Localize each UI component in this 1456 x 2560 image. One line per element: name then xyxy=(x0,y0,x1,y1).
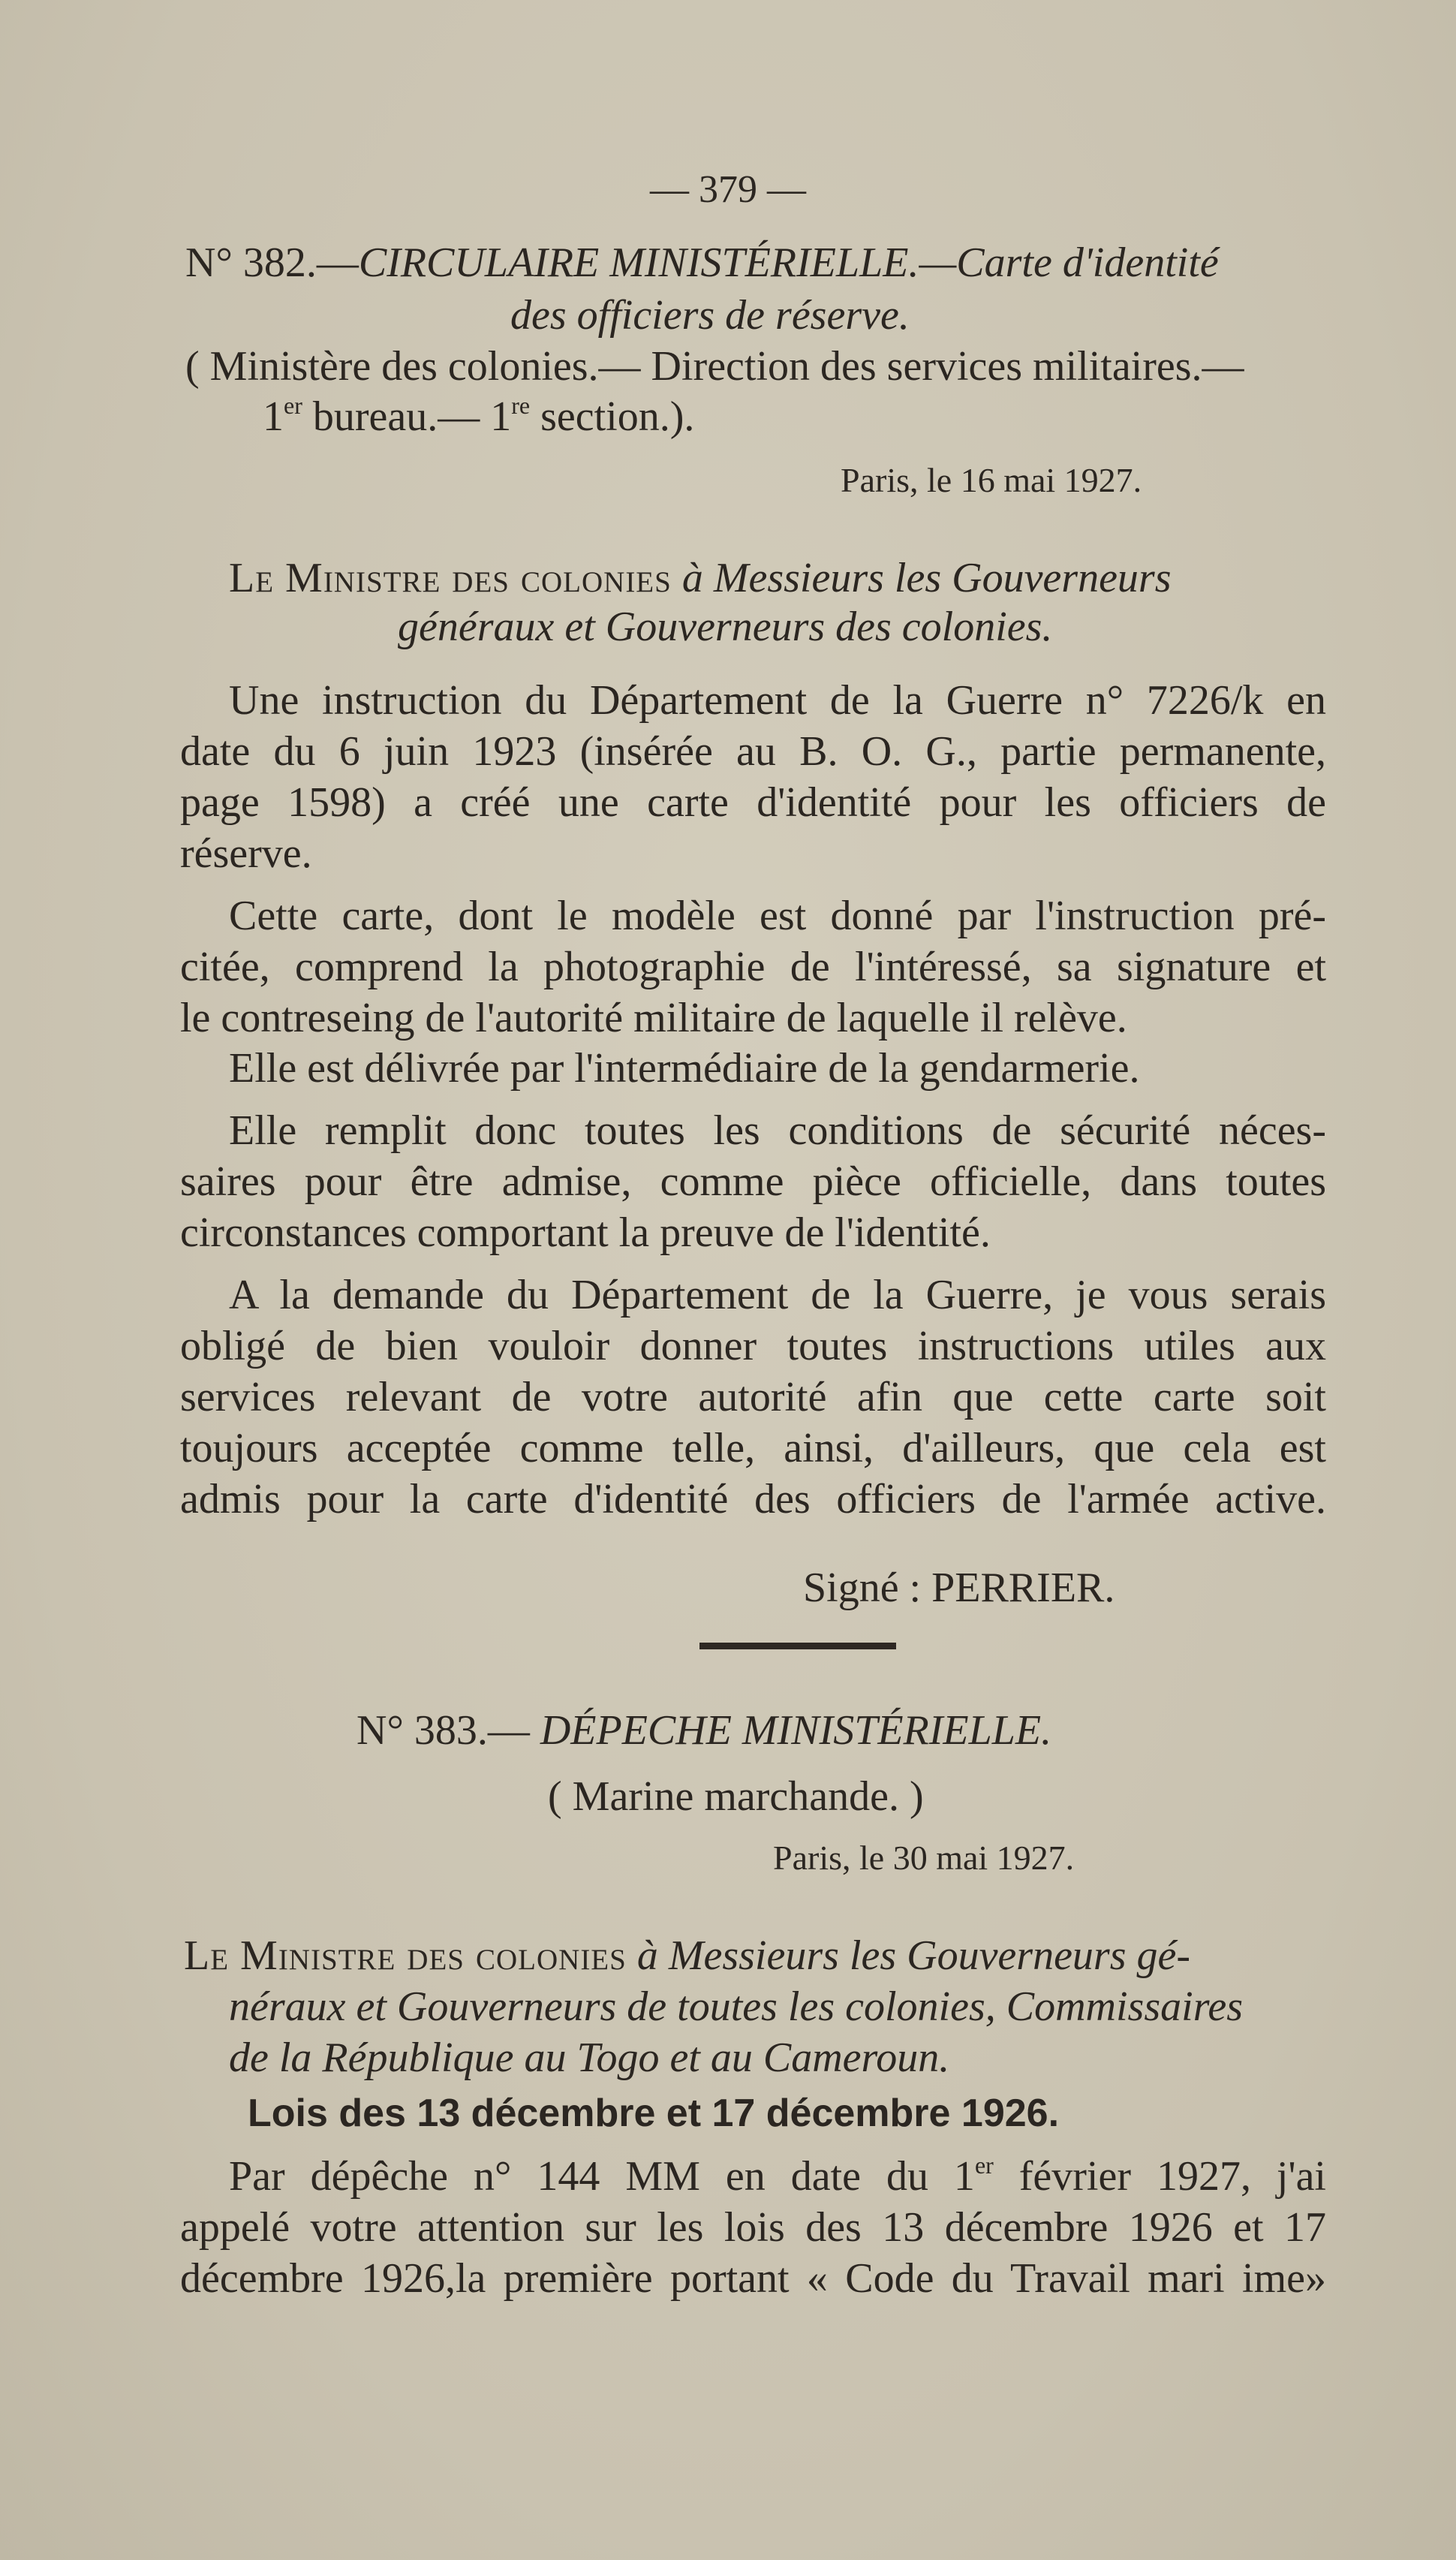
circular-date: Paris, le 16 mai 1927. xyxy=(841,461,1142,499)
circular-title: CIRCULAIRE MINISTÉRIELLE.— xyxy=(358,239,957,286)
ministry-line-1: ( Ministère des colonies.— Direction des services militaires.— xyxy=(185,343,1244,390)
dispatch-addressee-minister: Le Ministre des colonies xyxy=(184,1932,627,1979)
circular-subject: Carte d'identité xyxy=(956,239,1219,286)
dispatch-addressee-3: de la République au Togo et au Cameroun. xyxy=(229,2034,950,2081)
circular-addressee-2: généraux et Gouverneurs des colonies. xyxy=(398,604,1053,650)
paragraph-4-line-1: Elle remplit donc toutes les conditions de sécurité néces- xyxy=(229,1107,1326,1154)
circular-subject-continued: des officiers de réserve. xyxy=(510,292,910,339)
dispatch-para-sup: er xyxy=(974,2152,994,2179)
paragraph-2-line-3: le contreseing de l'autorité militaire de laquelle il relève. xyxy=(180,995,1127,1041)
circular-addressee-1 xyxy=(229,552,1172,604)
paragraph-5-line-1: A la demande du Département de la Guerre, je vous serais xyxy=(229,1272,1326,1318)
dispatch-number: N° 383.— xyxy=(356,1707,530,1754)
ministry-bureau-num: 1 xyxy=(263,393,284,440)
dispatch-addressee-recipients: à Messieurs les Gouverneurs gé- xyxy=(626,1932,1191,1979)
dispatch-para-line-1 xyxy=(229,2150,1326,2203)
paragraph-5-line-4: toujours acceptée comme telle, ainsi, d'ailleurs, que cela est xyxy=(180,1425,1326,1471)
ministry-section-text: bureau.— 1 xyxy=(302,393,512,440)
paragraph-1-line-2: date du 6 juin 1923 (insérée au B. O. G., partie permanente, xyxy=(180,728,1326,775)
dispatch-para-text-b: février 1927, j'ai xyxy=(993,2153,1326,2200)
ministry-section-end: section.). xyxy=(530,393,695,440)
circular-heading xyxy=(185,236,1219,289)
section-divider xyxy=(699,1643,896,1649)
dispatch-para-line-3: décembre 1926,la première portant « Code du Travail mari ime» xyxy=(180,2255,1326,2302)
ministry-line-2 xyxy=(263,390,694,443)
dispatch-subheading: ( Marine marchande. ) xyxy=(548,1773,924,1820)
laws-title: Lois des 13 décembre et 17 décembre 1926. xyxy=(248,2092,1060,2135)
dispatch-para-text-a: Par dépêche n° 144 MM en date du 1 xyxy=(229,2153,975,2200)
paragraph-5-line-5: admis pour la carte d'identité des officiers de l'armée active. xyxy=(180,1476,1326,1522)
paragraph-2-line-2: citée, comprend la photographie de l'intéressé, sa signature et xyxy=(180,944,1326,990)
paragraph-1-line-1: Une instruction du Département de la Guerre n° 7226/k en xyxy=(229,677,1326,724)
signature: Signé : PERRIER. xyxy=(803,1565,1115,1611)
paragraph-5-line-2: obligé de bien vouloir donner toutes instructions utiles aux xyxy=(180,1323,1326,1369)
page-number: — 379 — xyxy=(650,168,806,211)
dispatch-addressee-2: néraux et Gouverneurs de toutes les colonies, Commissaires xyxy=(229,1983,1244,2030)
dispatch-addressee-1 xyxy=(184,1929,1190,1982)
ministry-bureau-sup: er xyxy=(284,392,302,419)
paragraph-4-line-2: saires pour être admise, comme pièce officielle, dans toutes xyxy=(180,1158,1326,1205)
paragraph-3-line-1: Elle est délivrée par l'intermédiaire de la gendarmerie. xyxy=(229,1045,1140,1092)
dispatch-title: DÉPECHE MINISTÉRIELLE. xyxy=(540,1707,1052,1754)
ministry-section-sup: re xyxy=(511,392,531,419)
dispatch-para-line-2: appelé votre attention sur les lois des 13 décembre 1926 et 17 xyxy=(180,2204,1326,2251)
paragraph-2-line-1: Cette carte, dont le modèle est donné par l'instruction pré- xyxy=(229,893,1326,939)
paragraph-1-line-3: page 1598) a créé une carte d'identité pour les officiers de xyxy=(180,779,1326,826)
paragraph-4-line-3: circonstances comportant la preuve de l'identité. xyxy=(180,1209,991,1256)
paragraph-5-line-3: services relevant de votre autorité afin que cette carte soit xyxy=(180,1374,1326,1420)
addressee-minister: Le Ministre des colonies xyxy=(229,555,672,601)
paragraph-1-line-4: réserve. xyxy=(180,830,312,877)
circular-number: N° 382.— xyxy=(185,239,359,286)
addressee-recipients: à Messieurs les Gouverneurs xyxy=(671,555,1172,601)
dispatch-date: Paris, le 30 mai 1927. xyxy=(773,1839,1075,1877)
dispatch-heading xyxy=(356,1704,1051,1757)
